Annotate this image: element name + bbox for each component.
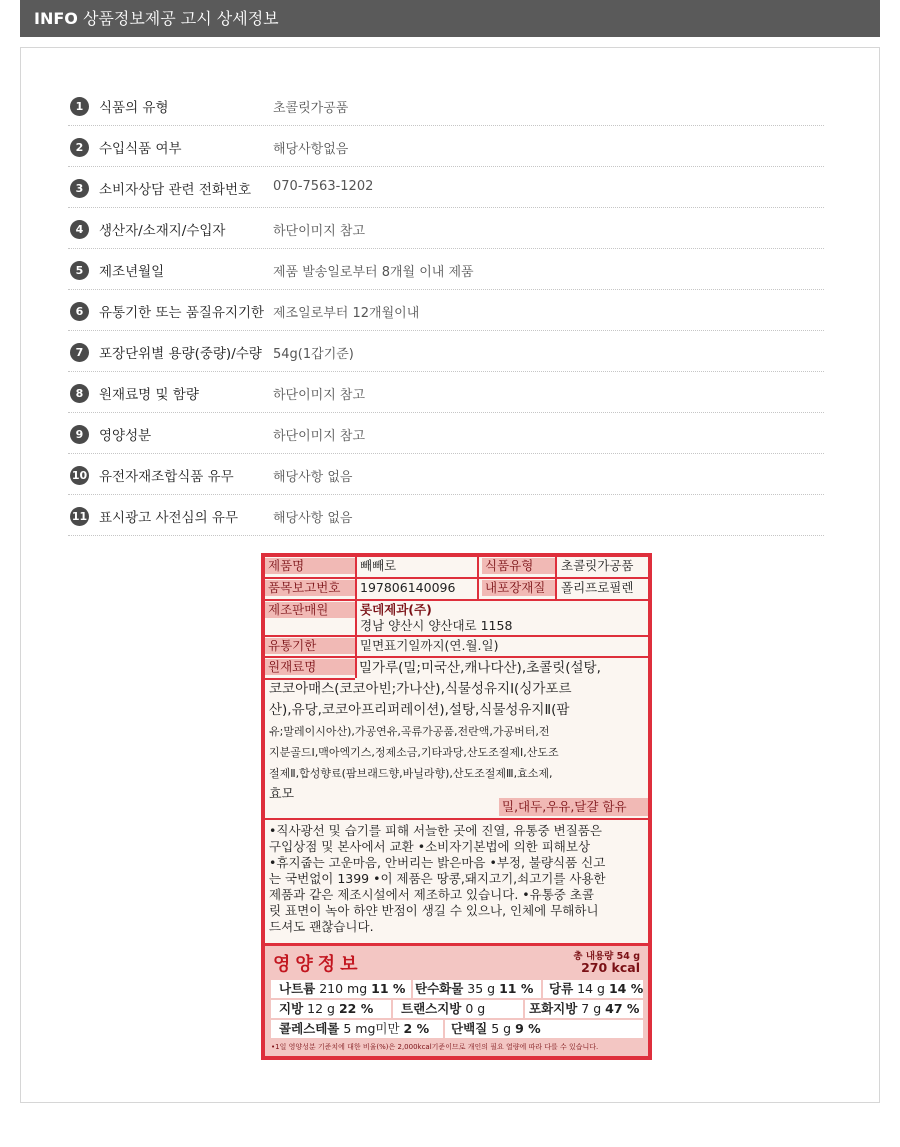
maker-key: 제조판매원 [265, 602, 355, 618]
nutrient-fat: 지방 12 g 22 % [271, 1000, 391, 1018]
ingredient-line: 효모 [269, 787, 295, 802]
row-value: 하단이미지 참고 [273, 429, 366, 444]
nutrition-kcal: 270 kcal [581, 960, 640, 975]
nutrient-carbs: 탄수화물 35 g 11 % [413, 980, 541, 998]
row-value: 해당사항 없음 [273, 511, 353, 526]
notice-line: 드셔도 괜찮습니다. [269, 919, 374, 934]
row-number-badge: 7 [70, 343, 89, 362]
row-label: 유통기한 또는 품질유지기한 [99, 305, 265, 321]
expiry-value: 밑면표기일까지(연.월.일) [360, 638, 499, 653]
food-type-key: 식품유형 [482, 558, 556, 574]
maker-address: 경남 양산시 양산대로 1158 [360, 618, 513, 633]
nutrient-cholesterol: 콜레스테롤 5 mg미만 2 % [271, 1020, 443, 1038]
row-label: 제조년월일 [99, 264, 165, 280]
notice-line: •직사광선 및 습기를 피해 서늘한 곳에 진열, 유통중 변질품은 [269, 823, 602, 838]
allergen-note: 밀,대두,우유,달걀 함유 [499, 798, 648, 816]
section-header [20, 0, 880, 37]
ingredient-line: 밀가루(밀;미국산,캐나다산),초콜릿(설탕, [359, 660, 601, 676]
row-value: 해당사항 없음 [273, 470, 353, 485]
row-label: 소비자상담 관련 전화번호 [99, 182, 252, 198]
ingredient-line: 유;말레이시아산),가공연유,곡류가공품,전란액,가공버터,전 [269, 725, 550, 738]
ingredients-key: 원재료명 [265, 659, 355, 675]
ingredient-line: 절제Ⅱ,합성향료(팜브래드향,바닐라향),산도조절제Ⅲ,효소제, [269, 767, 553, 780]
notice-line: 제품과 같은 제조시설에서 제조하고 있습니다. •유통중 초콜 [269, 887, 594, 902]
info-row [68, 331, 824, 372]
row-value: 하단이미지 참고 [273, 224, 366, 239]
row-value: 070-7563-1202 [273, 179, 374, 194]
row-label: 식품의 유형 [99, 100, 169, 116]
info-row [68, 85, 824, 126]
packaging-key: 내포장재질 [482, 580, 556, 596]
nutrition-panel [265, 946, 648, 1056]
row-number-badge: 1 [70, 97, 89, 116]
info-row [68, 167, 824, 208]
info-row [68, 249, 824, 290]
nutrient-sodium: 나트륨 210 mg 11 % [271, 980, 411, 998]
info-row [68, 208, 824, 249]
row-value: 하단이미지 참고 [273, 388, 366, 403]
row-number-badge: 11 [70, 507, 89, 526]
row-value: 제조일로부터 12개월이내 [273, 306, 420, 321]
row-label: 수입식품 여부 [99, 141, 182, 157]
info-row [68, 290, 824, 331]
row-value: 해당사항없음 [273, 142, 349, 157]
row-value: 초콜릿가공품 [273, 101, 349, 116]
food-type-value: 초콜릿가공품 [561, 558, 634, 573]
row-label: 포장단위별 용량(중량)/수량 [99, 346, 262, 362]
row-number-badge: 2 [70, 138, 89, 157]
row-label: 영양성분 [99, 428, 152, 444]
label-expiry-block [265, 637, 648, 656]
label-maker-block [265, 601, 648, 635]
nutrition-total: 총 내용량 54 g [573, 951, 640, 962]
nutrient-sugars: 당류 14 g 14 % [543, 980, 643, 998]
notice-line: 릿 표면이 녹아 하얀 반점이 생길 수 있으나, 인체에 무해하니 [269, 903, 599, 918]
label-header-block [265, 557, 648, 599]
product-label-image [261, 553, 652, 1060]
ingredient-line: 지분골드Ⅰ,맥아엑기스,정제소금,기타과당,산도조절제Ⅰ,산도조 [269, 746, 559, 759]
nutrient-trans-fat: 트랜스지방 0 g [393, 1000, 523, 1018]
nutrition-footnote: •1일 영양성분 기준치에 대한 비율(%)은 2,000kcal기준이므로 개인의 필요 열량에 따라 다를 수 있습니다. [271, 1043, 599, 1051]
info-table [68, 85, 824, 536]
row-number-badge: 4 [70, 220, 89, 239]
nutrient-protein: 단백질 5 g 9 % [445, 1020, 643, 1038]
notice-line: •휴지줍는 고운마음, 안버리는 밝은마음 •부정, 불량식품 신고 [269, 855, 606, 870]
product-name-key: 제품명 [265, 558, 355, 574]
label-ingredients-block [265, 658, 648, 818]
row-number-badge: 9 [70, 425, 89, 444]
info-row [68, 126, 824, 167]
report-no-key: 품목보고번호 [265, 580, 355, 596]
info-row [68, 372, 824, 413]
row-number-badge: 8 [70, 384, 89, 403]
row-label: 유전자재조합식품 유무 [99, 469, 234, 485]
row-number-badge: 10 [70, 466, 89, 485]
header-prefix: INFO [34, 9, 78, 28]
row-number-badge: 6 [70, 302, 89, 321]
row-number-badge: 5 [70, 261, 89, 280]
notice-line: 구입상점 및 본사에서 교환 •소비자기본법에 의한 피해보상 [269, 839, 591, 854]
info-row [68, 495, 824, 536]
maker-value: 롯데제과(주) [360, 602, 432, 617]
expiry-key: 유통기한 [265, 638, 355, 654]
info-row [68, 454, 824, 495]
row-value: 54g(1갑기준) [273, 347, 354, 362]
product-name-value: 빼빼로 [360, 558, 397, 573]
ingredient-line: 코코아매스(코코아빈;가나산),식물성유지Ⅰ(싱가포르 [269, 681, 572, 697]
row-number-badge: 3 [70, 179, 89, 198]
nutrient-sat-fat: 포화지방 7 g 47 % [525, 1000, 643, 1018]
notice-line: 는 국번없이 1399 •이 제품은 땅콩,돼지고기,쇠고기를 사용한 [269, 871, 606, 886]
info-row [68, 413, 824, 454]
header-title: 상품정보제공 고시 상세정보 [82, 9, 279, 28]
ingredient-line: 산),유당,코코아프리퍼레이션),설탕,식물성유지Ⅱ(팜 [269, 702, 570, 718]
label-notice-block [265, 820, 648, 943]
row-label: 표시광고 사전심의 유무 [99, 510, 238, 526]
report-no-value: 197806140096 [360, 580, 456, 595]
row-value: 제품 발송일로부터 8개월 이내 제품 [273, 265, 474, 280]
packaging-value: 폴리프로필렌 [561, 580, 634, 595]
nutrition-title: 영양정보 [273, 954, 363, 975]
row-label: 생산자/소재지/수입자 [99, 223, 226, 239]
row-label: 원재료명 및 함량 [99, 387, 199, 403]
